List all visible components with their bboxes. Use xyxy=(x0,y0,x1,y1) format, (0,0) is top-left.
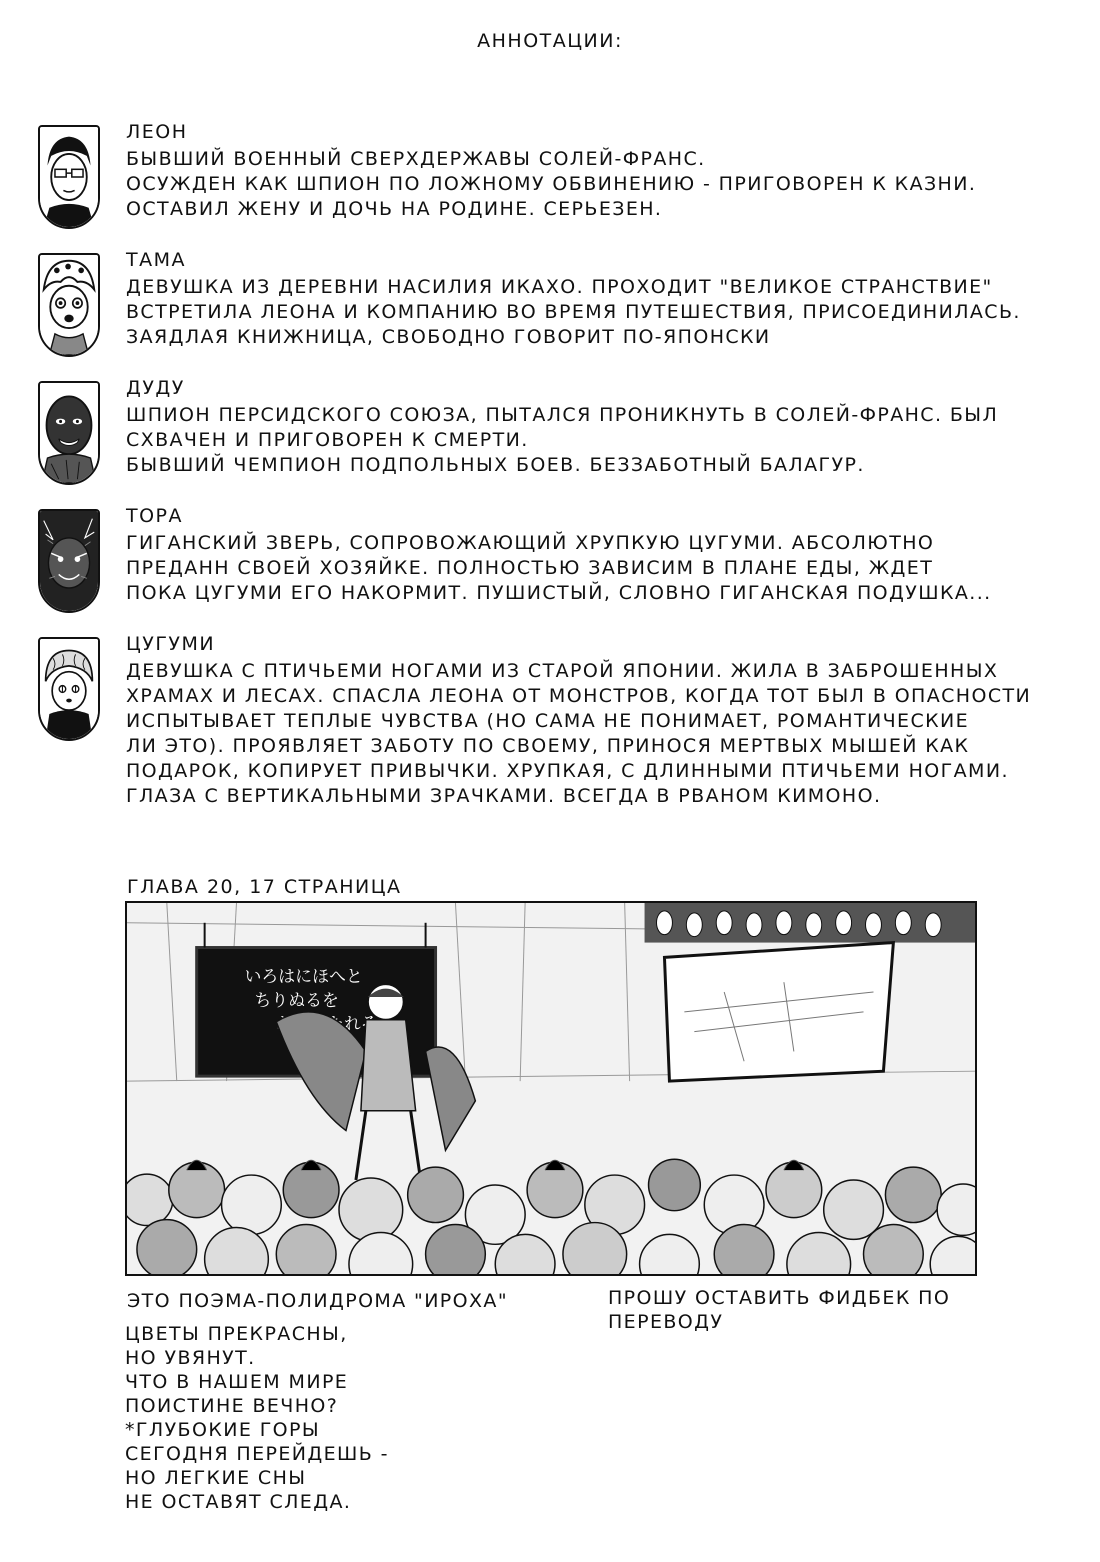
character-name: ЛЕОН xyxy=(126,121,188,143)
character-description xyxy=(126,659,1076,809)
tama-portrait-image xyxy=(38,253,100,357)
blackboard-line: ちりぬるを xyxy=(254,989,339,1010)
poem-line: НО УВЯНУТ. xyxy=(125,1347,256,1369)
tora-portrait-image xyxy=(38,509,100,613)
description-line: ПОДАРОК, КОПИРУЕТ ПРИВЫЧКИ. ХРУПКАЯ, С ДЛИННЫМИ ПТИЧЬЕМИ НОГАМИ. xyxy=(126,760,1009,782)
description-line: ОСУЖДЕН КАК ШПИОН ПО ЛОЖНОМУ ОБВИНЕНИЮ - ПРИГОВОРЕН К КАЗНИ. xyxy=(126,173,977,195)
description-line: БЫВШИЙ ЧЕМПИОН ПОДПОЛЬНЫХ БОЕВ. БЕЗЗАБОТНЫЙ БАЛАГУР. xyxy=(126,454,865,476)
feedback-line: ПЕРЕВОДУ xyxy=(608,1311,724,1333)
leon-portrait-image xyxy=(38,125,100,229)
character-name: ЦУГУМИ xyxy=(126,633,216,655)
chapter-caption: ГЛАВА 20, 17 СТРАНИЦА xyxy=(127,876,402,898)
poem-line: НЕ ОСТАВЯТ СЛЕДА. xyxy=(125,1491,352,1513)
tsugumi-portrait-image xyxy=(38,637,100,741)
poem-text xyxy=(125,1322,389,1514)
poem-line: НО ЛЕГКИЕ СНЫ xyxy=(125,1467,307,1489)
dudu-portrait-image xyxy=(38,381,100,485)
description-line: СХВАЧЕН И ПРИГОВОРЕН К СМЕРТИ. xyxy=(126,429,529,451)
description-line: БЫВШИЙ ВОЕННЫЙ СВЕРХДЕРЖАВЫ СОЛЕЙ-ФРАНС. xyxy=(126,148,706,170)
description-line: ИСПЫТЫВАЕТ ТЕПЛЫЕ ЧУВСТВА (НО САМА НЕ ПОНИМАЕТ, РОМАНТИЧЕСКИЕ xyxy=(126,710,970,732)
description-line: ХРАМАХ И ЛЕСАХ. СПАСЛА ЛЕОНА ОТ МОНСТРОВ, КОГДА ТОТ БЫЛ В ОПАСНОСТИ xyxy=(126,685,1032,707)
description-line: ШПИОН ПЕРСИДСКОГО СОЮЗА, ПЫТАЛСЯ ПРОНИКНУТЬ В СОЛЕЙ-ФРАНС. БЫЛ xyxy=(126,404,999,426)
character-name: ТОРА xyxy=(126,505,184,527)
description-line: ДЕВУШКА ИЗ ДЕРЕВНИ НАСИЛИЯ ИКАХО. ПРОХОДИТ "ВЕЛИКОЕ СТРАНСТВИЕ" xyxy=(126,276,993,298)
feedback-request xyxy=(608,1286,1008,1334)
poem-line: СЕГОДНЯ ПЕРЕЙДЕШЬ - xyxy=(125,1443,389,1465)
poem-line: ЦВЕТЫ ПРЕКРАСНЫ, xyxy=(125,1323,348,1345)
description-line: ПОКА ЦУГУМИ ЕГО НАКОРМИТ. ПУШИСТЫЙ, СЛОВНО ГИГАНСКАЯ ПОДУШКА... xyxy=(126,582,992,604)
poem-line: *ГЛУБОКИЕ ГОРЫ xyxy=(125,1419,321,1441)
description-line: ОСТАВИЛ ЖЕНУ И ДОЧЬ НА РОДИНЕ. СЕРЬЕЗЕН. xyxy=(126,198,663,220)
poem-title: ЭТО ПОЭМА-ПОЛИДРОМА "ИРОХА" xyxy=(127,1290,508,1312)
character-description xyxy=(126,147,1076,222)
description-line: ГЛАЗА С ВЕРТИКАЛЬНЫМИ ЗРАЧКАМИ. ВСЕГДА В РВАНОМ КИМОНО. xyxy=(126,785,882,807)
poem-line: ЧТО В НАШЕМ МИРЕ xyxy=(125,1371,349,1393)
character-description xyxy=(126,275,1076,350)
description-line: ДЕВУШКА С ПТИЧЬЕМИ НОГАМИ ИЗ СТАРОЙ ЯПОНИИ. ЖИЛА В ЗАБРОШЕННЫХ xyxy=(126,660,999,682)
description-line: ЛИ ЭТО). ПРОЯВЛЯЕТ ЗАБОТУ ПО СВОЕМУ, ПРИНОСЯ МЕРТВЫХ МЫШЕЙ КАК xyxy=(126,735,970,757)
description-line: ПРЕДАНН СВОЕЙ ХОЗЯЙКЕ. ПОЛНОСТЬЮ ЗАВИСИМ В ПЛАНЕ ЕДЫ, ЖДЕТ xyxy=(126,557,934,579)
description-line: ВСТРЕТИЛА ЛЕОНА И КОМПАНИЮ ВО ВРЕМЯ ПУТЕШЕСТВИЯ, ПРИСОЕДИНИЛАСЬ. xyxy=(126,301,1021,323)
description-line: ГИГАНСКИЙ ЗВЕРЬ, СОПРОВОЖАЮЩИЙ ХРУПКУЮ ЦУГУМИ. АБСОЛЮТНО xyxy=(126,532,935,554)
page-title: АННОТАЦИИ: xyxy=(477,30,623,52)
character-description xyxy=(126,403,1076,478)
blackboard-line: いろはにほへと xyxy=(244,966,363,987)
character-name: ДУДУ xyxy=(126,377,185,399)
manga-panel-image xyxy=(125,901,977,1276)
feedback-line: ПРОШУ ОСТАВИТЬ ФИДБЕК ПО xyxy=(608,1287,951,1309)
poem-line: ПОИСТИНЕ ВЕЧНО? xyxy=(125,1395,339,1417)
description-line: ЗАЯДЛАЯ КНИЖНИЦА, СВОБОДНО ГОВОРИТ ПО-ЯПОНСКИ xyxy=(126,326,771,348)
character-description xyxy=(126,531,1076,606)
character-name: ТАМА xyxy=(126,249,186,271)
